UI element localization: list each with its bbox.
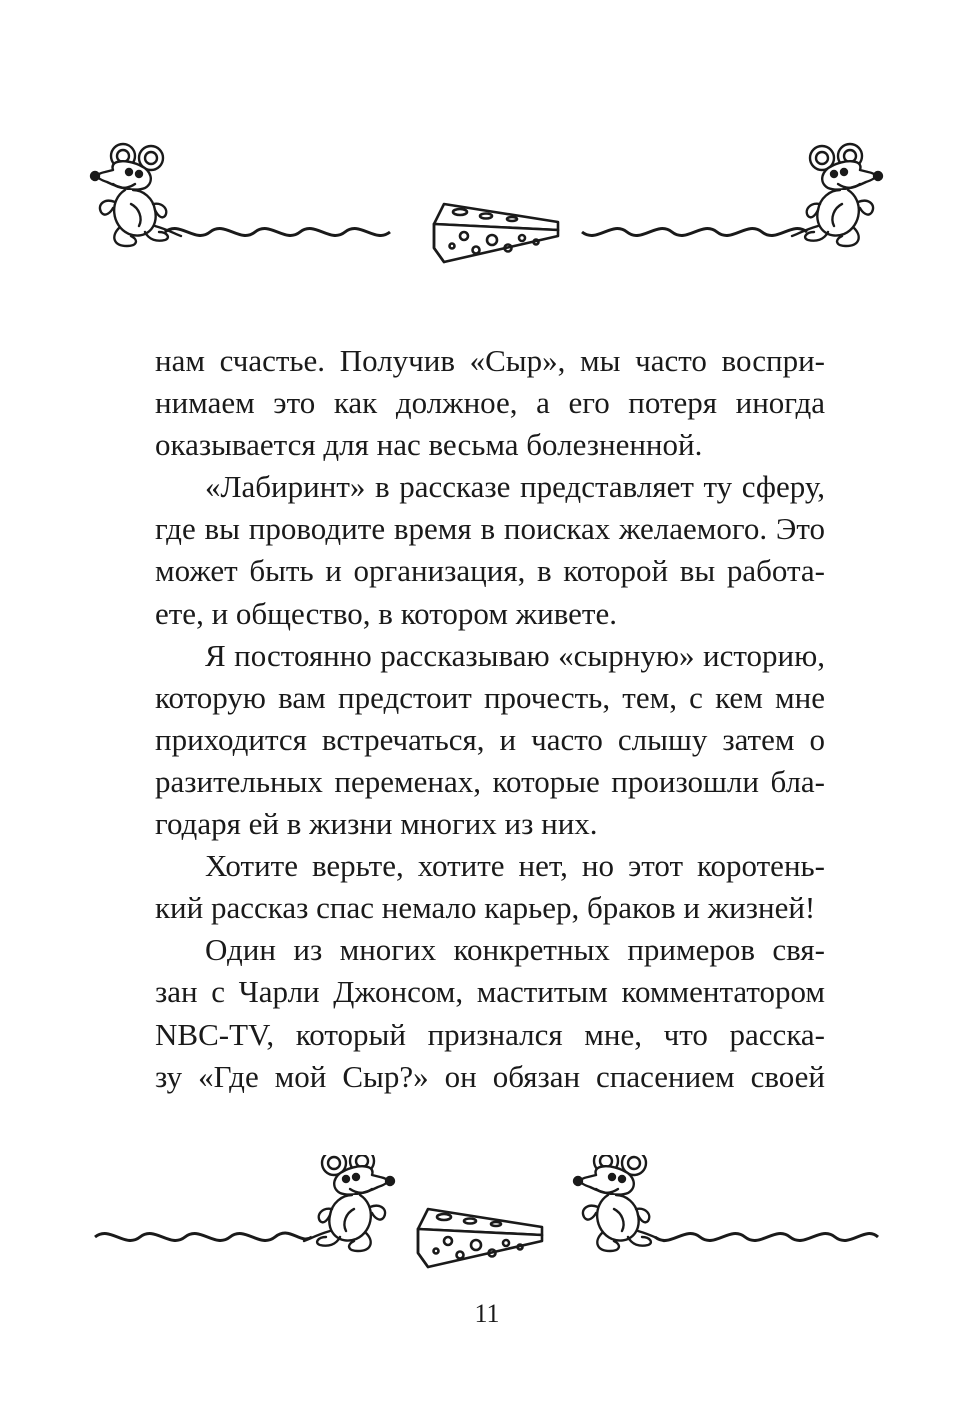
text-line: зан с Чарли Джонсом, маститым комментатором (155, 974, 825, 1010)
wavy-line (655, 1234, 878, 1241)
text-line: Я постоянно рассказываю «сырную» историю, (205, 637, 825, 673)
text-line: NBC-TV, который признался мне, что расска- (155, 1016, 825, 1052)
wavy-line (95, 1233, 312, 1240)
text-line: Один из многих конкретных примеров свя- (205, 932, 825, 968)
text-line: ете, и общество, в котором живете. (155, 595, 617, 631)
mouse-icon (574, 1155, 664, 1251)
cheese-icon (434, 204, 558, 262)
text-line: кий рассказ спас немало карьер, браков и жизней! (155, 890, 816, 926)
text-line: Хотите верьте, хотите нет, но этот коротень- (205, 848, 825, 884)
text-line: нам счастье. Получив «Сыр», мы часто воспри- (155, 343, 825, 378)
top-ornament (0, 140, 974, 270)
text-line: нимаем это как должное, а его потеря иногда (155, 385, 825, 421)
bottom-ornament (0, 1155, 974, 1285)
body-text (155, 340, 825, 1098)
text-line: где вы проводите время в поисках желаемого. Это (155, 511, 825, 547)
mouse-icon (304, 1155, 394, 1251)
page-number: 11 (474, 1299, 500, 1328)
wavy-line (582, 229, 807, 236)
mouse-icon (792, 144, 882, 246)
text-line: оказывается для нас весьма болезненной. (155, 427, 703, 463)
wavy-line (165, 229, 390, 236)
text-line: годаря ей в жизни многих из них. (155, 806, 598, 842)
cheese-icon (418, 1209, 542, 1267)
text-line: разительных переменах, которые произошли бла- (155, 763, 825, 799)
text-line: может быть и организация, в которой вы работа- (155, 553, 825, 589)
text-line: которую вам предстоит прочесть, тем, с кем мне (155, 679, 825, 715)
text-line: приходится встречаться, и часто слышу затем о (155, 721, 825, 757)
text-line: зу «Где мой Сыр?» он обязан спасением своей (155, 1058, 825, 1094)
text-line: «Лабиринт» в рассказе представляет ту сферу, (205, 469, 825, 505)
